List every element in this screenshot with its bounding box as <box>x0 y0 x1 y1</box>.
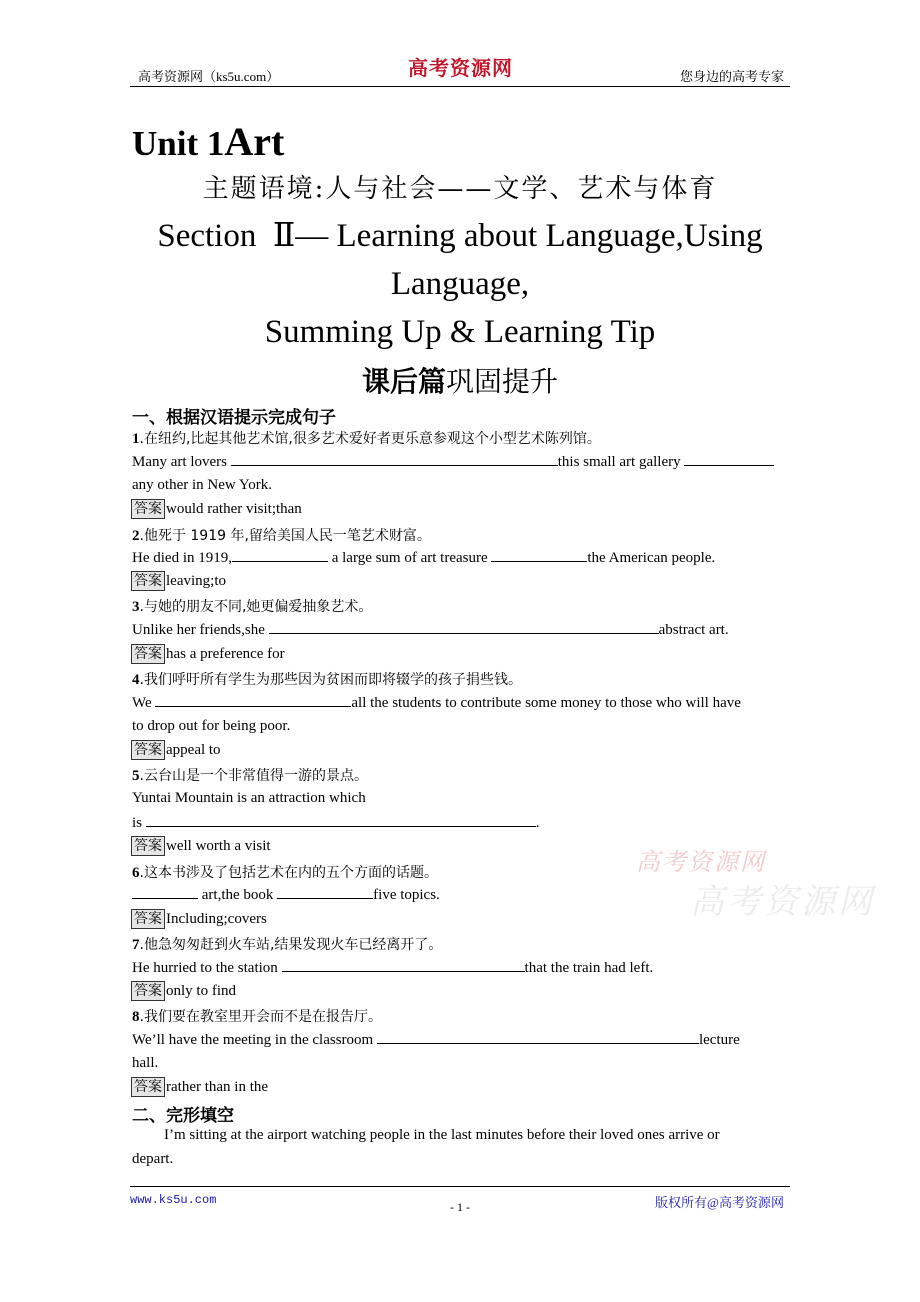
item-3-sentence <box>132 621 729 639</box>
answer-blank[interactable] <box>231 453 558 466</box>
answer-blank[interactable] <box>684 453 774 466</box>
after-class-rest: 巩固提升 <box>446 367 559 398</box>
unit-title <box>132 118 284 165</box>
section-title-line1: Section Ⅱ— Learning about Language,Using <box>157 218 763 254</box>
answer-blank[interactable] <box>282 959 525 972</box>
unit-title-prefix: Unit 1 <box>132 124 225 163</box>
after-class-bold: 课后篇 <box>361 367 446 398</box>
sentence-text: We’ll have the meeting in the classroom <box>132 1032 377 1048</box>
sentence-text: We <box>132 695 156 711</box>
item-6-prompt <box>132 862 438 882</box>
sentence-text: abstract art. <box>658 622 729 638</box>
sentence-text: a large sum of art treasure <box>327 550 492 566</box>
sentence-text: five topics. <box>373 887 440 903</box>
watermark-red: 高考资源网 <box>636 848 766 876</box>
section-title <box>130 212 790 356</box>
item-chinese: .在纽约,比起其他艺术馆,很多艺术爱好者更乐意参观这个小型艺术陈列馆。 <box>139 431 601 447</box>
answer-label: 答案 <box>131 909 165 929</box>
item-number: 6 <box>132 865 140 881</box>
item-5-answer <box>131 836 271 856</box>
sentence-text: the American people. <box>587 550 716 566</box>
footer-copyright: 版权所有@高考资源网 <box>655 1195 784 1210</box>
item-chinese: .云台山是一个非常值得一游的景点。 <box>139 768 368 784</box>
item-number: 7 <box>132 937 140 953</box>
theme-context: 主题语境:人与社会——文学、艺术与体育 <box>202 174 718 204</box>
header-site-name: 高考资源网（ks5u.com） <box>138 69 280 84</box>
answer-blank[interactable] <box>277 886 373 899</box>
item-4-sentence <box>132 694 741 712</box>
part2-title: 二、完形填空 <box>132 1106 234 1126</box>
item-8-sentence <box>132 1031 740 1049</box>
item-6-sentence <box>132 886 440 904</box>
item-4-sentence-cont: to drop out for being poor. <box>132 718 291 734</box>
item-number: 4 <box>132 672 140 688</box>
answer-label: 答案 <box>131 571 165 591</box>
item-1-sentence <box>132 453 774 471</box>
sentence-text: Unlike her friends,she <box>132 622 269 638</box>
answer-label: 答案 <box>131 1077 165 1097</box>
item-7-prompt <box>132 934 442 954</box>
item-4-prompt <box>132 669 522 689</box>
item-1-answer <box>131 499 302 519</box>
item-1-prompt <box>132 428 601 448</box>
header-slogan: 您身边的高考专家 <box>679 69 784 84</box>
sentence-text: all the students to contribute some money to those who will have <box>351 695 741 711</box>
answer-blank[interactable] <box>269 621 659 634</box>
cloze-paragraph-line1: I’m sitting at the airport watching people in the last minutes before their loved ones arrive or <box>164 1127 720 1143</box>
answer-label: 答案 <box>131 836 165 856</box>
section-title-line2: Language, <box>390 266 530 302</box>
answer-text: would rather visit;than <box>166 501 302 517</box>
answer-text: well worth a visit <box>166 838 271 854</box>
answer-text: Including;covers <box>166 911 267 927</box>
item-chinese: .他死于 1919 年,留给美国人民一笔艺术财富。 <box>139 528 431 544</box>
watermark-gray: 高考资源网 <box>690 882 875 922</box>
item-8-prompt <box>132 1006 382 1026</box>
item-5-sentence-cont <box>132 814 540 832</box>
item-4-answer <box>131 740 221 760</box>
part1-title: 一、根据汉语提示完成句子 <box>132 408 336 428</box>
answer-blank[interactable] <box>491 549 587 562</box>
sentence-text: that the train had left. <box>524 960 654 976</box>
item-chinese: .这本书涉及了包括艺术在内的五个方面的话题。 <box>139 865 438 881</box>
item-chinese: .与她的朋友不同,她更偏爱抽象艺术。 <box>139 599 373 615</box>
item-2-prompt <box>132 525 431 545</box>
item-8-sentence-cont: hall. <box>132 1055 159 1071</box>
item-5-sentence: Yuntai Mountain is an attraction which <box>132 790 366 806</box>
item-chinese: .他急匆匆赶到火车站,结果发现火车已经离开了。 <box>139 937 443 953</box>
item-number: 8 <box>132 1009 140 1025</box>
answer-text: leaving;to <box>166 573 226 589</box>
header-logo: 高考资源网 <box>408 58 513 80</box>
answer-blank[interactable] <box>146 814 536 827</box>
item-chinese: .我们呼吁所有学生为那些因为贫困而即将辍学的孩子捐些钱。 <box>139 672 522 688</box>
sentence-text: lecture <box>698 1032 740 1048</box>
answer-text: only to find <box>166 983 236 999</box>
answer-text: rather than in the <box>166 1079 269 1095</box>
answer-blank[interactable] <box>132 886 198 899</box>
item-6-answer <box>131 909 267 929</box>
item-7-sentence <box>132 959 653 977</box>
cloze-paragraph-line2: depart. <box>132 1151 174 1167</box>
item-2-sentence <box>132 549 715 567</box>
item-3-answer <box>131 644 285 664</box>
item-7-answer <box>131 981 236 1001</box>
answer-blank[interactable] <box>232 549 328 562</box>
page-header <box>130 58 790 87</box>
sentence-text: art,the book <box>198 887 278 903</box>
item-2-answer <box>131 571 226 591</box>
section-title-line3: Summing Up & Learning Tip <box>264 314 656 350</box>
answer-blank[interactable] <box>155 694 351 707</box>
item-chinese: .我们要在教室里开会而不是在报告厅。 <box>139 1009 382 1025</box>
sentence-text: is <box>132 815 146 831</box>
answer-label: 答案 <box>131 644 165 664</box>
after-class-heading <box>0 360 920 400</box>
item-number: 1 <box>132 431 140 447</box>
page-footer <box>130 1186 790 1210</box>
item-number: 2 <box>132 528 140 544</box>
sentence-text: Many art lovers <box>132 454 231 470</box>
answer-label: 答案 <box>131 981 165 1001</box>
sentence-text: He hurried to the station <box>132 960 282 976</box>
answer-label: 答案 <box>131 499 165 519</box>
page-number: - 1 - <box>450 1200 470 1214</box>
item-number: 3 <box>132 599 140 615</box>
item-number: 5 <box>132 768 140 784</box>
answer-text: has a preference for <box>166 646 285 662</box>
sentence-text: . <box>535 815 540 831</box>
answer-text: appeal to <box>166 742 221 758</box>
sentence-text: this small art gallery <box>557 454 685 470</box>
answer-label: 答案 <box>131 740 165 760</box>
item-3-prompt <box>132 596 372 616</box>
footer-website-link[interactable]: www.ks5u.com <box>130 1193 217 1207</box>
sentence-text: He died in 1919, <box>132 550 232 566</box>
item-5-prompt <box>132 765 368 785</box>
item-8-answer <box>131 1077 268 1097</box>
answer-blank[interactable] <box>377 1031 699 1044</box>
item-1-sentence-cont: any other in New York. <box>132 477 272 493</box>
unit-title-suffix: Art <box>224 119 285 164</box>
